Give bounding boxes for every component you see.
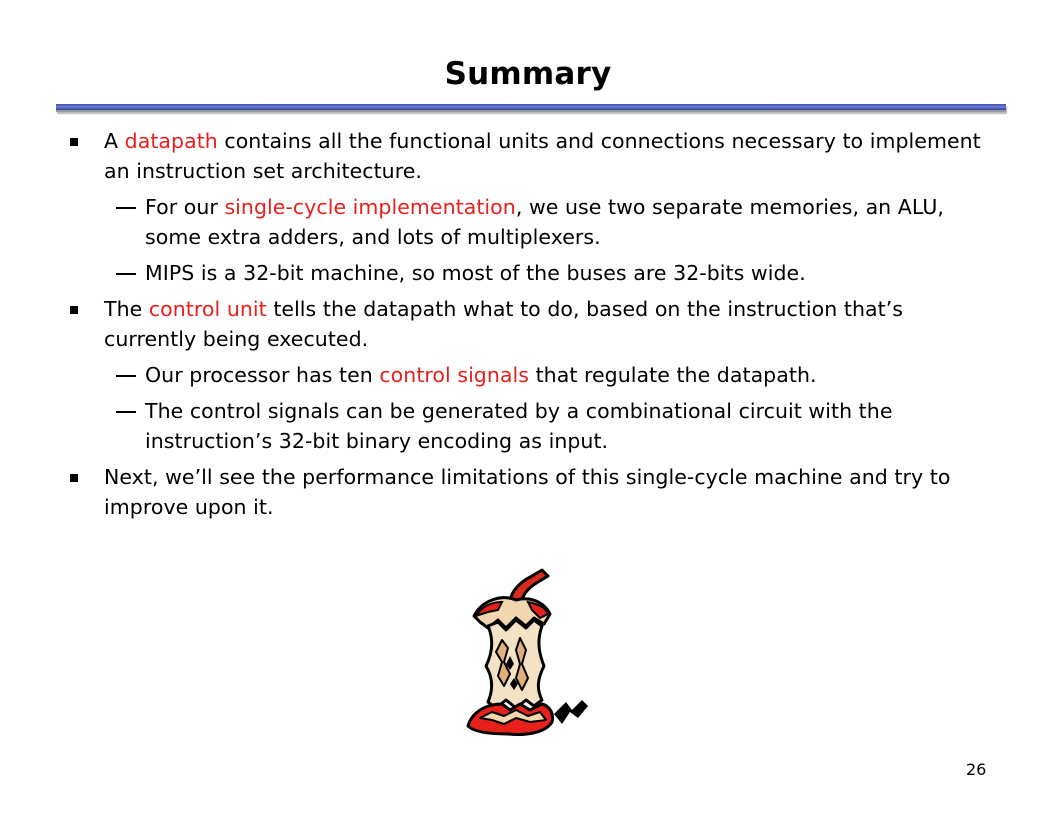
sub-text-pre: The control signals can be generated by a combinational circuit with the instruction’s 32-bit binary encoding as input.	[145, 399, 893, 453]
bullet-list	[68, 126, 998, 528]
sub-bullet-item	[68, 258, 998, 288]
highlight-term: datapath	[124, 129, 218, 153]
highlight-term: control unit	[148, 297, 267, 321]
square-bullet-icon	[70, 138, 78, 146]
highlight-term: control signals	[379, 363, 530, 387]
sub-text-pre: Our processor has ten	[145, 363, 380, 387]
bullet-text-post: tells the datapath what to do, based on the instruction that’s currently being executed.	[104, 297, 903, 351]
dash-bullet-icon	[116, 207, 136, 209]
page-number: 26	[966, 760, 987, 779]
sub-text-post: , we use two separate memories, an ALU, some extra adders, and lots of multiplexers.	[145, 195, 944, 249]
apple-core-icon	[458, 566, 608, 746]
square-bullet-icon	[70, 306, 78, 314]
square-bullet-icon	[70, 474, 78, 482]
sub-text-pre: MIPS is a 32-bit machine, so most of the buses are 32-bits wide.	[145, 261, 806, 285]
slide-title: Summary	[444, 56, 612, 92]
sub-bullet-item	[68, 192, 998, 252]
bullet-item	[68, 462, 998, 522]
highlight-term: single-cycle implementation	[224, 195, 516, 219]
dash-bullet-icon	[116, 273, 136, 275]
title-underline-bar	[56, 104, 1006, 112]
sub-bullet-item	[68, 396, 998, 456]
bullet-item	[68, 126, 998, 186]
dash-bullet-icon	[116, 411, 136, 413]
bullet-text-pre: The	[104, 297, 149, 321]
sub-text-post: that regulate the datapath.	[529, 363, 817, 387]
bullet-item	[68, 294, 998, 354]
bullet-text-post: contains all the functional units and connections necessary to implement an instruction set architecture.	[104, 129, 981, 183]
dash-bullet-icon	[116, 375, 136, 377]
sub-text-pre: For our	[145, 195, 225, 219]
sub-bullet-item	[68, 360, 998, 390]
bullet-text-pre: Next, we’ll see the performance limitations of this single-cycle machine and try to improve upon it.	[104, 465, 951, 519]
bullet-text-pre: A	[104, 129, 125, 153]
